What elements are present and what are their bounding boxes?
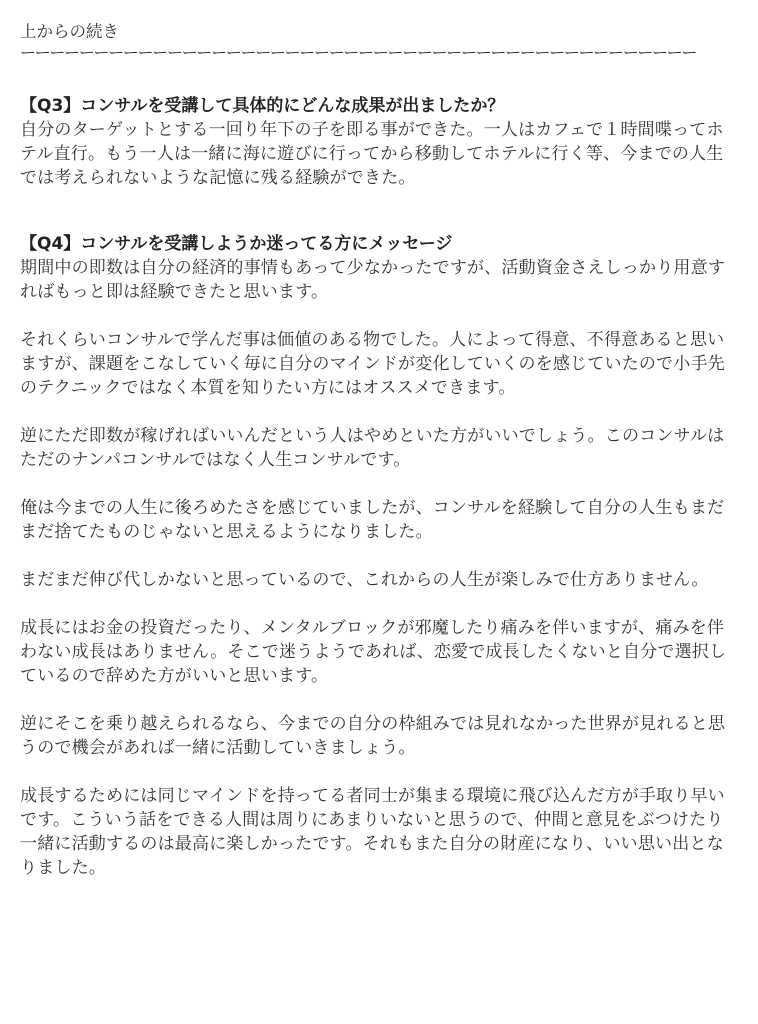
continuation-note: 上からの続き: [20, 22, 119, 41]
q4-paragraph: 逆にそこを乗り越えられるなら、今までの自分の枠組みでは見れなかった世界が見れると思うので機会があれば一緒に活動していきましょう。: [20, 714, 726, 758]
q4-section: [20, 232, 740, 880]
q4-paragraph: 俺は今までの人生に後ろめたさを感じていましたが、コンサルを経験して自分の人生もまだまだ捨てたものじゃないと思えるようになりました。: [20, 498, 725, 542]
divider-line: ーーーーーーーーーーーーーーーーーーーーーーーーーーーーーーーーーーーーーーーーーーーーーー: [20, 43, 697, 62]
q4-question: 【Q4】コンサルを受講しようか迷ってる方にメッセージ: [20, 234, 453, 254]
q4-paragraph: それくらいコンサルで学んだ事は価値のある物でした。人によって得意、不得意あると思いますが、課題をこなしていく毎に自分のマインドが変化していくのを感じていたので小手先のテクニックではなく本質を知りたい方にはオススメできます。: [20, 330, 725, 398]
q4-paragraph: 逆にただ即数が稼げればいいんだという人はやめといた方がいいでしょう。このコンサルはただのナンパコンサルではなく人生コンサルです。: [20, 426, 725, 470]
q3-answer: 自分のターゲットとする一回り年下の子を即る事ができた。一人はカフェで１時間喋ってホテル直行。もう一人は一緒に海に遊びに行ってから移動してホテルに行く等、今までの人生では考えられないような記憶に残る経験ができた。: [20, 120, 724, 188]
q3-section: [20, 94, 740, 190]
q4-paragraph: 期間中の即数は自分の経済的事情もあって少なかったですが、活動資金さえしっかり用意すればもっと即は経験できたと思います。: [20, 258, 726, 302]
q4-paragraph: 成長するためには同じマインドを持ってる者同士が集まる環境に飛び込んだ方が手取り早いです。こういう話をできる人間は周りにあまりいないと思うので、仲間と意見をぶつけたり一緒に活動するのは最高に楽しかったです。それもまた自分の財産になり、いい思い出となりました。: [20, 786, 725, 878]
q4-paragraph: まだまだ伸び代しかないと思っているので、これからの人生が楽しみで仕方ありません。: [20, 570, 709, 590]
q4-paragraph: 成長にはお金の投資だったり、メンタルブロックが邪魔したり痛みを伴いますが、痛みを伴わない成長はありません。そこで迷うようであれば、恋愛で成長したくないと自分で選択しているので辞めた方がいいと思います。: [20, 618, 727, 686]
q3-question: 【Q3】コンサルを受講して具体的にどんな成果が出ましたか？: [20, 96, 505, 116]
